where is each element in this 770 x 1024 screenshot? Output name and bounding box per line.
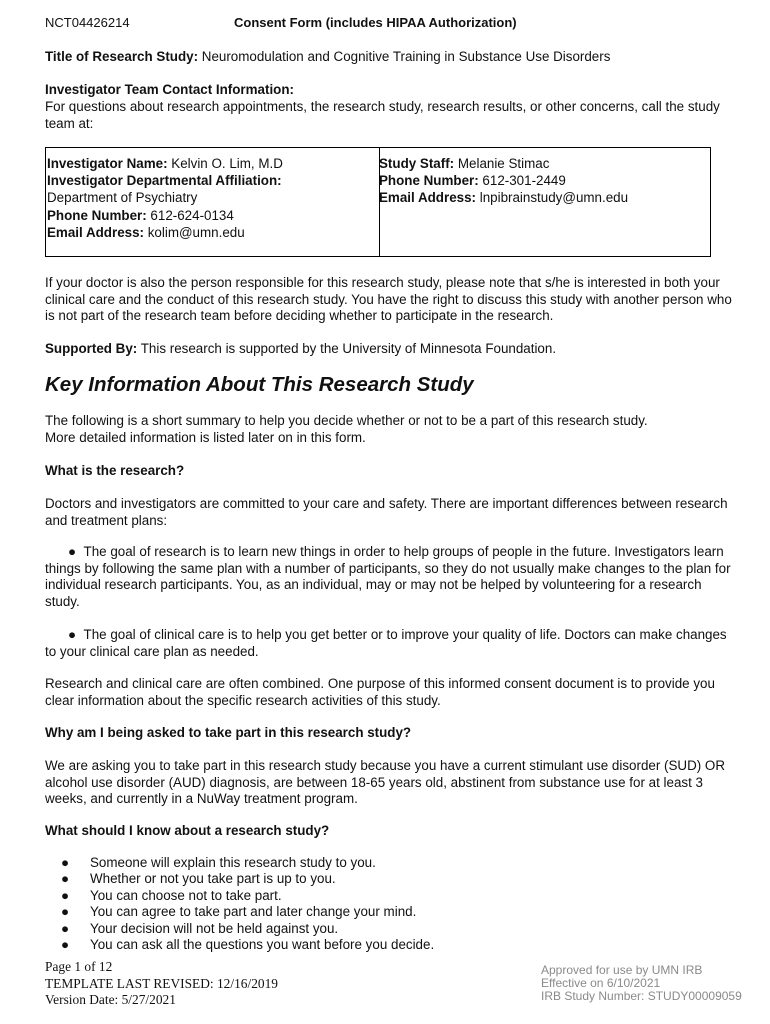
list-item-text: You can agree to take part and later change your mind. [90, 904, 417, 920]
key-info-heading: Key Information About This Research Study [45, 373, 474, 396]
bullet-icon: ● [61, 937, 70, 953]
template-revised: TEMPLATE LAST REVISED: 12/16/2019 [45, 975, 278, 991]
list-item [61, 937, 434, 953]
form-title: Consent Form (includes HIPAA Authorization) [234, 15, 517, 30]
irb-stamp [541, 964, 742, 1003]
research-bullet-2 [45, 627, 735, 660]
study-title-label: Title of Research Study: [45, 49, 199, 64]
staff-name: Melanie Stimac [454, 156, 550, 171]
list-item-text: You can ask all the questions you want before you decide. [90, 937, 435, 953]
investigator-phone: 612-624-0134 [146, 207, 234, 223]
list-item [61, 888, 434, 904]
bullet-icon: ● [61, 855, 70, 870]
supported-by-value: This research is supported by the University of Minnesota Foundation. [137, 341, 557, 356]
contact-heading: Investigator Team Contact Information: [45, 82, 294, 97]
list-item [61, 904, 434, 920]
bullet-icon: ● [68, 627, 77, 642]
research-para-2: Research and clinical care are often combined. One purpose of this informed consent document is to provide you clear information about the specific research activities of this study. [45, 676, 715, 708]
list-item [61, 871, 434, 887]
page-number: Page 1 of 12 [45, 959, 113, 974]
list-item-text: You can choose not to take part. [90, 887, 282, 903]
investigator-affiliation: Department of Psychiatry [47, 190, 198, 206]
staff-email-label: Email Address: [379, 190, 476, 206]
contact-intro: For questions about research appointments, the research study, research results, or other concerns, call the study team at: [45, 99, 720, 131]
nct-number: NCT04426214 [45, 15, 130, 30]
staff-name-label: Study Staff: [379, 156, 455, 171]
footer-left [45, 959, 278, 1009]
research-bullet-1 [45, 544, 735, 610]
contact-table [45, 147, 711, 257]
investigator-phone-label: Phone Number: [47, 207, 147, 223]
doctor-note: If your doctor is also the person responsible for this research study, please note that s/he is interested in both your clinical care and the conduct of this research study. You have the right to discuss this study with another person who is not part of the research team before deciding whether to participate in the research. [45, 275, 732, 323]
why-asked-body: We are asking you to take part in this research study because you have a current stimulant use disorder (SUD) OR alcohol use disorder (AUD) diagnosis, are between 18-65 years old, abstinent from substance use for at least 3 weeks, and currently in a NuWay treatment program. [45, 758, 726, 806]
irb-approved: Approved for use by UMN IRB [541, 963, 703, 977]
what-is-research-heading: What is the research? [45, 463, 185, 478]
list-item [61, 921, 434, 937]
supported-by-label: Supported By: [45, 341, 138, 356]
research-bullet-2-text: The goal of clinical care is to help you get better or to improve your quality of life. Doctors can make changes to your clinical care plan as needed. [45, 627, 727, 659]
list-item-text: Whether or not you take part is up to you. [90, 871, 336, 887]
what-know-list [61, 855, 434, 953]
investigator-column [47, 155, 283, 241]
staff-phone-label: Phone Number: [379, 173, 479, 189]
study-title-value: Neuromodulation and Cognitive Training in Substance Use Disorders [198, 49, 611, 64]
key-info-summary-1: The following is a short summary to help you decide whether or not to be a part of this research study. [45, 413, 648, 428]
investigator-affiliation-label: Investigator Departmental Affiliation: [47, 173, 282, 189]
bullet-icon: ● [61, 887, 70, 903]
staff-phone: 612-301-2449 [478, 173, 566, 189]
research-bullet-1-text: The goal of research is to learn new things in order to help groups of people in the future. Investigators learn things by following the same plan with a number of participants, so they do not usually make changes to the plan for individual research participants. You, as an individual, may or may not be helped by volunteering for a research study. [45, 544, 731, 609]
irb-study-number: IRB Study Number: STUDY00009059 [541, 989, 742, 1003]
bullet-icon: ● [68, 544, 77, 559]
bullet-icon: ● [61, 920, 70, 936]
key-info-summary-2: More detailed information is listed later on in this form. [45, 430, 366, 445]
list-item-text: Your decision will not be held against you. [90, 920, 339, 936]
list-item [61, 855, 434, 871]
investigator-email-label: Email Address: [47, 224, 144, 240]
what-know-heading: What should I know about a research study? [45, 823, 330, 838]
bullet-icon: ● [61, 904, 70, 920]
supported-by [45, 341, 735, 358]
irb-effective: Effective on 6/10/2021 [541, 976, 661, 990]
investigator-email: kolim@umn.edu [144, 224, 245, 240]
staff-column [379, 155, 628, 207]
investigator-name-label: Investigator Name: [47, 156, 168, 171]
bullet-icon: ● [61, 871, 70, 887]
investigator-name: Kelvin O. Lim, M.D [167, 156, 283, 171]
list-item-text: Someone will explain this research study to you. [90, 855, 376, 870]
version-date: Version Date: 5/27/2021 [45, 992, 176, 1008]
study-title [45, 49, 735, 66]
research-para-1: Doctors and investigators are committed to your care and safety. There are important differences between research and treatment plans: [45, 496, 728, 528]
why-asked-heading: Why am I being asked to take part in this research study? [45, 725, 412, 740]
staff-email: lnpibrainstudy@umn.edu [476, 190, 629, 206]
